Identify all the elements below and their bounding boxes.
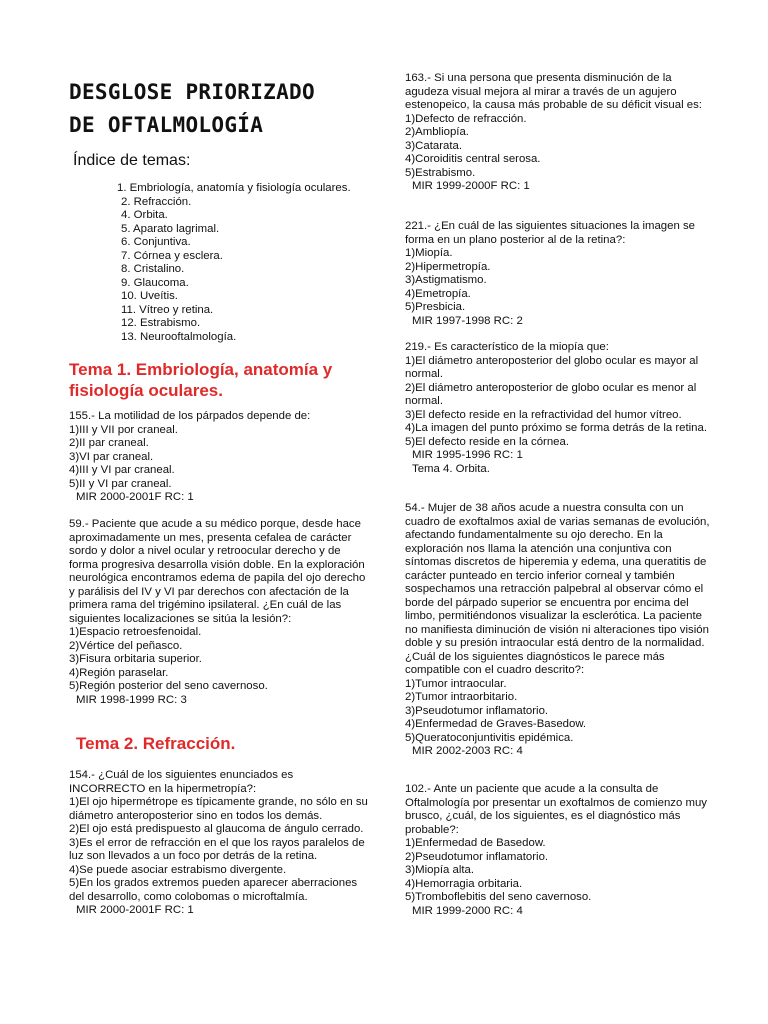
answer-option: 2)II par craneal. xyxy=(69,437,149,449)
exam-reference: MIR 2002-2003 RC: 4 xyxy=(412,745,523,757)
question-163 xyxy=(405,72,710,194)
answer-option: 2)Ambliopía. xyxy=(405,126,469,138)
title-line-1: DESGLOSE PRIORIZADO xyxy=(69,80,315,104)
question-stem: 54.- Mujer de 38 años acude a nuestra consulta con un cuadro de exoftalmos axial de varias semanas de evolución, afectando fundamentalmente su ojo derecho. En la exploración nos llama la atención una conjuntiva con síntomas discretos de hiperemia y edema, una queratitis de carácter punteado en tercio inferior corneal y también sospechamos una retracción palpebral al observar cómo el borde del párpado superior se encuentra por encima del limbo, permitiéndonos visualizar la esclerótica. La paciente no manifiesta diminución de visión ni alteraciones tipo visión doble y su presión intraocular está dentro de la normalidad. ¿Cuál de los siguientes diagnósticos le parece más compatible con el cuadro descrito?: xyxy=(405,502,710,676)
section-heading-tema-4: Tema 4. Orbita. xyxy=(412,462,490,475)
answer-option: 5)Estrabismo. xyxy=(405,166,476,179)
answer-option: 3)VI par craneal. xyxy=(69,450,154,463)
question-stem: 102.- Ante un paciente que acude a la consulta de Oftalmología por presentar un exoftalmos de comienzo muy brusco, ¿cuál, de los siguientes, es el diagnóstico más probable?: xyxy=(405,783,708,836)
index-item: 4. Orbita. xyxy=(121,209,168,221)
question-154 xyxy=(69,769,369,918)
question-stem: 155.- La motilidad de los párpados depende de: xyxy=(69,410,311,422)
question-221 xyxy=(405,220,710,328)
index-item: 13. Neurooftalmología. xyxy=(121,330,237,343)
exam-reference: MIR 2000-2001F RC: 1 xyxy=(76,904,194,916)
answer-option: 1)III y VII por craneal. xyxy=(69,423,178,436)
index-item: 9. Glaucoma. xyxy=(121,276,189,289)
answer-option: 4)La imagen del punto próximo se forma detrás de la retina. xyxy=(405,422,708,434)
answer-option: 5)Presbicia. xyxy=(405,301,466,313)
index-heading: Índice de temas: xyxy=(73,152,191,169)
answer-option: 4)Región paraselar. xyxy=(69,666,169,679)
answer-option: 3)Es el error de refracción en el que los rayos paralelos de luz son llevados a un foco por detrás de la retina. xyxy=(69,836,365,862)
answer-option: 2)Tumor intraorbitario. xyxy=(405,691,518,703)
answer-option: 3)Fisura orbitaria superior. xyxy=(69,653,202,665)
question-stem: 154.- ¿Cuál de los siguientes enunciados es INCORRECTO en la hipermetropía?: xyxy=(69,769,294,795)
exam-reference: MIR 1999-2000F RC: 1 xyxy=(412,180,530,192)
index-item: 8. Cristalino. xyxy=(121,263,185,275)
answer-option: 1)Miopía. xyxy=(405,247,453,259)
answer-option: 4)Hemorragia orbitaria. xyxy=(405,877,523,890)
answer-option: 2)Pseudotumor inflamatorio. xyxy=(405,850,549,863)
answer-option: 5)En los grados extremos pueden aparecer aberraciones del desarrollo, como colobomas o microftalmía. xyxy=(69,877,358,903)
question-stem: 59.- Paciente que acude a su médico porque, desde hace aproximadamente un mes, presenta cefalea de carácter sordo y dolor a nivel ocular y retroocular derecho y de forma progresiva desarrolla visión doble. En la exploración neurológica encontramos edema de papila del ojo derecho y parálisis del IV y VI par derechos con afectación de la primera rama del trigémino ipsilateral. ¿En cuál de las siguientes localizaciones se sitúa la lesión?: xyxy=(69,518,366,625)
question-102 xyxy=(405,783,710,918)
section-heading-tema-2: Tema 2. Refracción. xyxy=(76,734,236,753)
exam-reference: MIR 2000-2001F RC: 1 xyxy=(76,491,194,503)
answer-option: 4)Se puede asociar estrabismo divergente. xyxy=(69,863,287,876)
index-list xyxy=(117,182,351,344)
answer-option: 5)El defecto reside en la córnea. xyxy=(405,435,569,448)
answer-option: 2)Hipermetropía. xyxy=(405,260,491,273)
question-stem: 221.- ¿En cuál de las siguientes situaciones la imagen se forma en un plano posterior al de la retina?: xyxy=(405,220,695,246)
answer-option: 4)Emetropía. xyxy=(405,287,471,300)
title-line-2: DE OFTALMOLOGÍA xyxy=(69,113,264,137)
answer-option: 5)Queratoconjuntivitis epidémica. xyxy=(405,731,574,744)
answer-option: 1)Enfermedad de Basedow. xyxy=(405,837,546,849)
answer-option: 5)II y VI par craneal. xyxy=(69,477,172,490)
answer-option: 4)Coroiditis central serosa. xyxy=(405,153,541,165)
answer-option: 5)Región posterior del seno cavernoso. xyxy=(69,680,268,692)
exam-reference: MIR 1997-1998 RC: 2 xyxy=(412,314,523,327)
question-stem: 163.- Si una persona que presenta disminución de la agudeza visual mejora al mirar a través de un agujero estenopeico, la causa más probable de su déficit visual es: xyxy=(405,72,702,111)
section-heading-tema-1: Tema 1. Embriología, anatomía y fisiología oculares. xyxy=(69,360,333,400)
index-item: 1. Embriología, anatomía y fisiología oculares. xyxy=(117,182,351,194)
answer-option: 4)Enfermedad de Graves-Basedow. xyxy=(405,718,587,730)
answer-option: 1)Defecto de refracción. xyxy=(405,112,527,125)
index-item: 7. Córnea y esclera. xyxy=(121,249,223,262)
answer-option: 2)El ojo está predispuesto al glaucoma de ángulo cerrado. xyxy=(69,823,364,835)
answer-option: 1)Espacio retroesfenoidal. xyxy=(69,626,202,638)
exam-reference: MIR 1998-1999 RC: 3 xyxy=(76,693,187,706)
answer-option: 1)El ojo hipermétrope es típicamente grande, no sólo en su diámetro anteroposterior sino en todos los demás. xyxy=(69,796,368,822)
index-item: 11. Vítreo y retina. xyxy=(121,303,214,316)
answer-option: 1)El diámetro anteroposterior del globo ocular es mayor al normal. xyxy=(405,354,699,380)
answer-option: 2)El diámetro anteroposterior de globo ocular es menor al normal. xyxy=(405,381,697,407)
exam-reference: MIR 1999-2000 RC: 4 xyxy=(412,904,523,917)
question-155 xyxy=(69,410,369,505)
answer-option: 3)Astigmatismo. xyxy=(405,274,487,286)
question-219 xyxy=(405,341,710,476)
index-item: 6. Conjuntiva. xyxy=(121,236,191,248)
index-item: 10. Uveítis. xyxy=(121,290,178,302)
question-54 xyxy=(405,502,710,759)
answer-option: 3)Pseudotumor inflamatorio. xyxy=(405,704,549,717)
answer-option: 5)Tromboflebitis del seno cavernoso. xyxy=(405,891,592,903)
index-item: 5. Aparato lagrimal. xyxy=(121,222,220,235)
index-item: 2. Refracción. xyxy=(121,195,192,208)
document-title xyxy=(69,76,315,142)
answer-option: 3)El defecto reside en la refractividad del humor vítreo. xyxy=(405,408,682,421)
index-item: 12. Estrabismo. xyxy=(121,317,201,329)
answer-option: 4)III y VI par craneal. xyxy=(69,464,175,476)
question-stem: 219.- Es característico de la miopía que: xyxy=(405,341,609,353)
answer-option: 1)Tumor intraocular. xyxy=(405,677,507,690)
answer-option: 3)Miopía alta. xyxy=(405,864,475,876)
answer-option: 2)Vértice del peñasco. xyxy=(69,639,183,652)
answer-option: 3)Catarata. xyxy=(405,139,462,152)
exam-reference: MIR 1995-1996 RC: 1 xyxy=(412,449,523,461)
question-59 xyxy=(69,518,369,707)
